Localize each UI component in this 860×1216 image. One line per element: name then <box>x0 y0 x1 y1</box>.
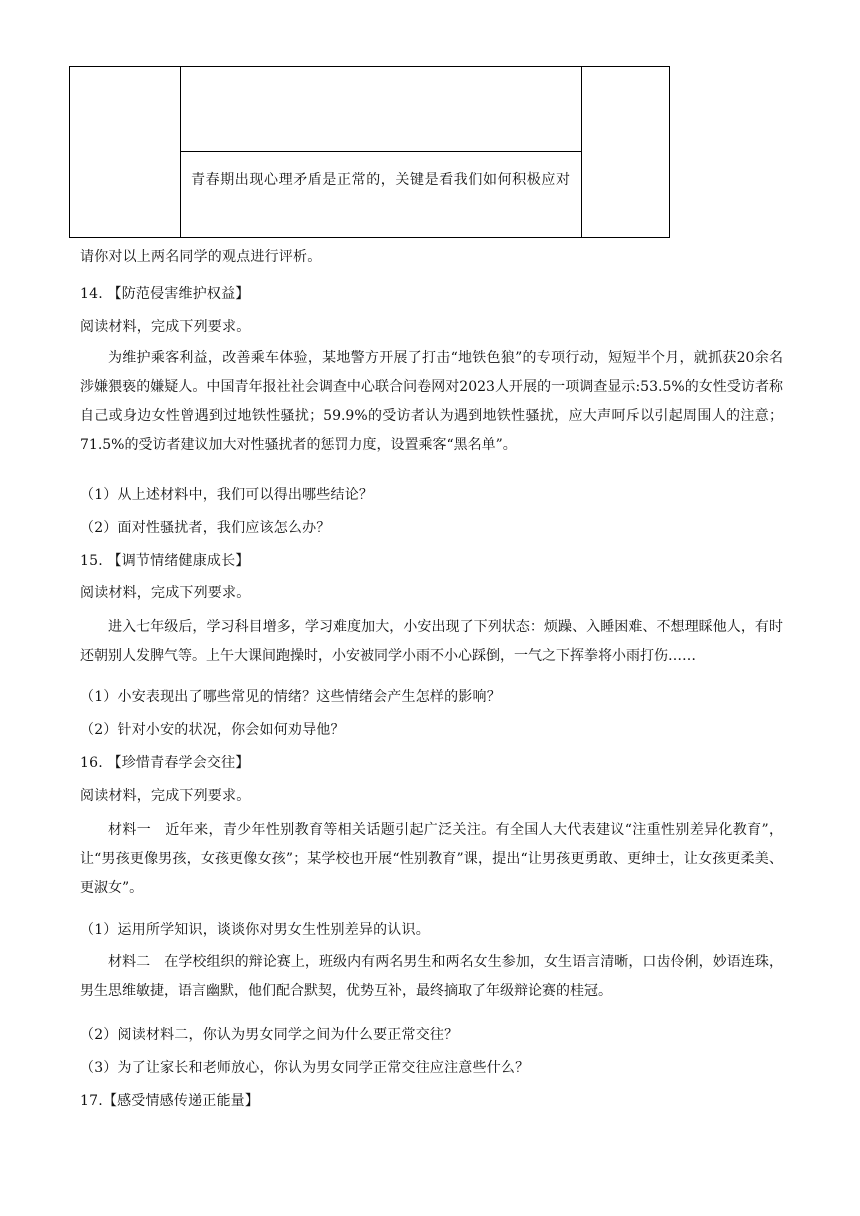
q15-question-2: （2）针对小安的状况，你会如何劝导他？ <box>80 722 345 738</box>
q16-question-3: （3）为了让家长和老师放心，你认为男女同学正常交往应注意些什么？ <box>80 1060 530 1076</box>
table-cell-left <box>69 66 181 238</box>
q15-material <box>80 613 783 671</box>
q14-title: 14. 【防范侵害维护权益】 <box>80 286 250 302</box>
q16-material-2 <box>80 948 783 1006</box>
table-cell-middle-bottom <box>180 151 582 238</box>
q15-instruction: 阅读材料，完成下列要求。 <box>80 585 251 601</box>
q16-instruction: 阅读材料，完成下列要求。 <box>80 788 251 804</box>
table-cell-middle-top <box>180 66 582 152</box>
q17-title: 17.【感受情感传递正能量】 <box>80 1093 260 1109</box>
table-cell-right <box>581 66 670 238</box>
q16-material-1-text: 材料一 近年来，青少年性别教育等相关话题引起广泛关注。有全国人大代表建议“注重性别差异化教育”，让“男孩更像男孩，女孩更像女孩”；某学校也开展“性别教育”课，提出“让男孩更勇敢、更绅士，让女孩更柔美、更淑女”。 <box>80 822 783 896</box>
q16-question-2: （2）阅读材料二，你认为男女同学之间为什么要正常交往？ <box>80 1027 459 1043</box>
q14-material-text: 为维护乘客利益，改善乘车体验，某地警方开展了打击“地铁色狼”的专项行动，短短半个月，就抓获20余名涉嫌猥亵的嫌疑人。中国青年报社社会调查中心联合问卷网对2023人开展的一项调查显示:53.5%的女性受访者称自己或身边女性曾遇到过地铁性骚扰；59.9%的受访者认为遇到地铁性骚扰，应大声呵斥以引起周围人的注意；71.5%的受访者建议加大对性骚扰者的惩罚力度，设置乘客“黑名单”。 <box>80 350 783 453</box>
answer-table <box>69 66 670 238</box>
q15-question-1: （1）小安表现出了哪些常见的情绪？这些情绪会产生怎样的影响？ <box>80 689 501 705</box>
q16-title: 16. 【珍惜青春学会交往】 <box>80 755 250 771</box>
q14-question-2: （2）面对性骚扰者，我们应该怎么办？ <box>80 520 331 536</box>
q14-instruction: 阅读材料，完成下列要求。 <box>80 319 251 335</box>
q14-material <box>80 344 783 460</box>
q16-material-1 <box>80 816 783 903</box>
q15-material-text: 进入七年级后，学习科目增多，学习难度加大，小安出现了下列状态：烦躁、入睡困难、不想理睬他人，有时还朝别人发脾气等。上午大课间跑操时，小安被同学小雨不小心踩倒，一气之下挥拳将小雨打伤…… <box>80 619 783 664</box>
q16-material-2-text: 材料二 在学校组织的辩论赛上，班级内有两名男生和两名女生参加，女生语言清晰，口齿伶俐，妙语连珠，男生思维敏捷，语言幽默，他们配合默契，优势互补，最终摘取了年级辩论赛的桂冠。 <box>80 954 783 999</box>
q14-question-1: （1）从上述材料中，我们可以得出哪些结论？ <box>80 487 374 503</box>
table-cell-text: 青春期出现心理矛盾是正常的，关键是看我们如何积极应对 <box>191 172 571 188</box>
q16-question-1: （1）运用所学知识，谈谈你对男女生性别差异的认识。 <box>80 922 430 938</box>
q13-prompt: 请你对以上两名同学的观点进行评析。 <box>80 249 322 265</box>
q15-title: 15. 【调节情绪健康成长】 <box>80 553 250 569</box>
